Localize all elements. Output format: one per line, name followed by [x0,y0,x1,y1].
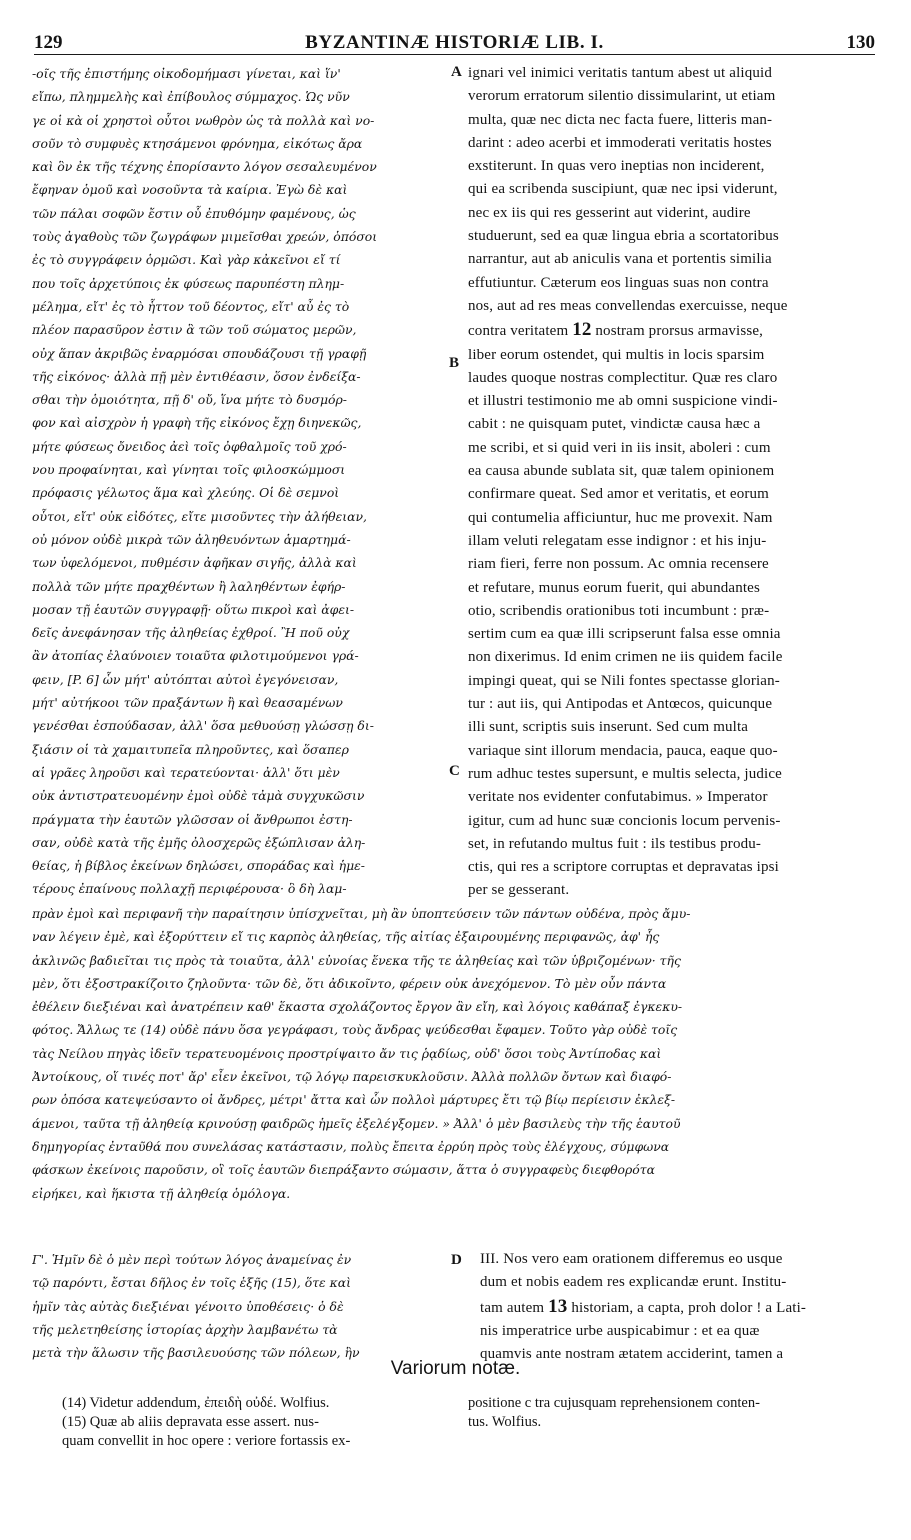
text-line: εἰρήκει, καὶ ἥκιστα τῇ ἀληθείᾳ ὁμόλογα. [32,1185,291,1201]
margin-marker-a: A [451,64,462,80]
text-line: μέλημα, εἴτ' ἐς τὸ ἧττον τοῦ δέοντος, εἴτ' αὖ ἐς τὸ [32,298,350,314]
margin-marker-c: C [449,763,460,779]
text-line: nec ex iis qui res gesserint aut viderint, audire [468,204,751,221]
text-line: ἔφηναν ὁμοῦ καὶ νοσοῦντα τὰ καίρια. Ἐγὼ δὲ καὶ [32,182,348,198]
latin-text-column [468,62,876,903]
text-fragment: historiam, a capta, proh dolor ! a Lati- [571,1299,807,1316]
text-line: πράγματα τὴν ἑαυτῶν γλῶσσαν οἱ ἄνθρωποι ἐστη- [32,811,353,827]
text-fragment: nostram prorsus armavisse, [595,323,764,340]
text-line: των ὑφελόμενοι, πυθμέσιν ἀφῆκαν σιγῆς, ἀλλὰ καὶ [32,555,357,571]
text-line: nos, aut ad res meas convellendas exercuisse, neque [468,297,788,314]
text-line: μήτ' αὐτήκοοι τῶν πραξάντων ἢ καὶ θεασαμένων [32,695,343,711]
text-line [468,318,876,343]
text-line: τῷ παρόντι, ἔσται δῆλος ἐν τοῖς ἑξῆς (15), ὅτε καὶ [32,1275,351,1291]
text-line: ἐθέλειν διεξιέναι καὶ ἀνατρέπειν καθ' ἕκαστα σχολάζοντος ἔργον ἂν εἴη, καὶ λόγοις καθάπαξ ἐγκεκυ- [32,999,683,1015]
text-line: νου προφαίνηται, καὶ γίνηται τοῖς φιλοσκώμμοσι [32,462,346,478]
page-number-right: 130 [846,32,875,53]
text-line: impingi queat, qui se Nili fontes spectasse glorian- [468,672,780,689]
text-line: illi sunt, scriptis suis inserunt. Sed cum multa [468,719,749,736]
text-line: -οῖς τῆς ἐπιστήμης οἰκοδομήμασι γίνεται, καὶ ἵν' [32,66,341,81]
latin-section-3 [480,1248,876,1366]
text-line: σθαι τὴν ὁμοιότητα, πῇ δ' οὔ, ἵνα μήτε τὸ δυσμόρ- [32,392,347,408]
text-line: πρὰν ἐμοὶ καὶ περιφανῆ τὴν παραίτησιν ὑπίσχνεῖται, μὴ ἂν ὑποπτεύσειν τῶν πάντων οὐδένα, πρὸς ἄμυ- [32,906,691,921]
text-line: riam fieri, ferre non possum. Ac omnia recensere [468,556,769,573]
text-line: ignari vel inimici veritatis tantum abest ut aliquid [468,65,772,81]
section-number: 13 [548,1295,568,1317]
notes-left-column [62,1394,468,1451]
text-line: οὐ μόνον οὐδὲ μικρὰ τῶν ἀληθευόντων ἁμαρτημά- [32,531,351,547]
text-line: φάσκων ἐκείνοις παροῦσιν, οἳ τοῖς ἑαυτῶν διεπράξαντο σώμασιν, ἅττα ὁ συγγραφεὺς διεφθορότα [32,1162,655,1178]
text-line: exstiterunt. In quas vero ineptias non inciderent, [468,158,765,175]
text-line: darint : adeo acerbi et immoderati veritatis hostes [468,134,772,151]
text-line: qui contumelia afficiuntur, huc me provexit. Nam [468,509,773,526]
text-line: ἡμῖν τὰς αὐτὰς διεξιέναι γένοιτο ὑποθέσεις· ὁ δὲ [32,1298,344,1314]
notes-heading: Variorum notæ. [390,1358,521,1379]
text-line: et illustri testimonio me ab omni suspicione vindi- [468,393,778,410]
text-line: σοῦν τὸ συμφυὲς κτησάμενοι φρόνημα, εἰκότως ἄρα [32,135,363,151]
text-line: effutiuntur. Cæterum eos linguas suas non contra [468,274,769,291]
greek-section-3 [32,1248,464,1364]
text-line: άμενοι, ταῦτα τῇ ἀληθείᾳ κρινούσῃ φαιδρῶς ἡμεῖς ἐξελέγξομεν. » Ἀλλ' ὁ μὲν βασιλεὺς τὴν τῆς ἑαυτοῦ [32,1115,681,1131]
text-line: multa, quæ nec dicta nec facta fuere, litteris man- [468,111,773,128]
text-line: σαν, οὐδὲ κατὰ τῆς ἐμῆς ὀλοσχερῶς ἐξώπλισαν ἀλη- [32,834,366,850]
text-line: ξιάσιν οἱ τὰ χαμαιτυπεῖα πληροῦντες, καὶ ὅσαπερ [32,741,349,757]
text-line: φότος. Ἄλλως τε (14) οὐδὲ πάνυ ὅσα γεγράφασι, τοὺς ἄνδρας ψεύδεσθαι ἔφαμεν. Τοῦτο γὰρ οὐδὲ τοῖς [32,1022,678,1038]
text-line: nis imperatrice urbe auspicabimur : et ea quæ [480,1322,760,1339]
text-line: otio, scribendis orationibus toti incumbunt : præ- [468,602,770,619]
text-line: tur : aut iis, qui Antipodas et Antœcos, quicunque [468,696,773,713]
text-line: dum et nobis eadem res explicandæ erunt. Institu- [480,1274,787,1291]
text-line: καὶ ὃν ἐκ τῆς τέχνης ἐπορίσαντο λόγον σεσαλευμένον [32,159,377,175]
greek-full-width-paragraph [32,902,878,1205]
text-line: τῆς εἰκόνος· ἀλλὰ πῇ μὲν ἐντιθέασιν, ὅσον ἐνδείξα- [32,368,361,384]
text-line: φον καὶ αἰσχρὸν ἡ γραφὴ τῆς εἰκόνος ἔχῃ διηνεκῶς, [32,415,362,431]
text-line: ναν λέγειν ἐμὲ, καὶ ἐξορύττειν εἴ τις καρπὸς ἀληθείας, τῆς αἰτίας ἐξαιρουμένης περιφανῶς, ἀφ' ἧς [32,929,660,945]
notes-right-column [468,1394,876,1432]
text-line: τῶν πάλαι σοφῶν ἔστιν οὗ ἐπυθόμην φαμένους, ὡς [32,205,356,221]
text-line [480,1295,876,1320]
running-title: BYZANTINÆ HISTORIÆ LIB. I. [305,32,604,53]
text-line: μοσαν τῇ ἑαυτῶν συγγραφῇ· οὕτω πικροὶ καὶ ἀφει- [32,601,355,617]
text-line: veritate nos evidenter confutabimus. » Imperator [468,789,768,806]
text-line: positione c tra cujusquam reprehensionem conten- [468,1395,760,1411]
text-line: τοὺς ἀγαθοὺς τῶν ζωγράφων μιμεῖσθαι χρεών, ὁπόσοι [32,229,378,245]
text-line: set, in refutando multus fuit : ils testibus produ- [468,835,762,852]
text-line: δεῖς ἀνεφάνησαν τῆς ἀληθείας ἐχθροί. Ἢ ποῦ οὐχ [32,625,350,641]
margin-marker-d: D [451,1252,462,1268]
text-line: οὐχ ἅπαν ἀκριβῶς ἐναρμόσαι σπουδάζουσι τῇ γραφῇ [32,345,367,361]
margin-marker-b: B [449,355,460,371]
text-line: ctis, qui res a scriptore corruptas et depravatas ipsi [468,859,779,876]
text-line: me scribi, et si quid veri in iis insit, aboleri : cum [468,439,771,456]
text-line: μήτε φύσεως ὄνειδος ἀεὶ τοῖς ὀφθαλμοῖς τοῦ χρό- [32,438,347,454]
text-line: cabit : ne quisquam putet, vindictæ causa hæc a [468,416,761,433]
text-line: qui ea scribenda suscipiunt, quæ nec ipsi viderunt, [468,181,778,198]
text-line: quam convellit in hoc opere : veriore fortassis ex- [62,1433,351,1449]
text-line: narrantur, aut ab aniculis vana et portentis similia [468,251,772,268]
text-line: illam veluti relegatam esse indignor : et his inju- [468,532,767,549]
text-line: variaque sint illorum mendacia, pauca, eaque quo- [468,742,778,759]
text-line: γε οἱ κὰ οἱ χρηστοὶ οὗτοι νωθρὸν ὡς τὰ πολλὰ καὶ νο- [32,112,375,128]
greek-text-column [32,62,464,901]
text-line: που τοῖς ἀρχετύποις ἐκ φύσεως παρυπέστη πλημ- [32,275,345,291]
text-line: tus. Wolfius. [468,1414,542,1430]
text-line: οὐκ ἀντιστρατευομένην ἐμοὶ οὐδὲ τἀμὰ συγχυκῶσιν [32,788,365,804]
text-line: per se gesserant. [468,882,570,899]
text-line: ἐς τὸ συγγράφειν ὁρμῶσι. Καὶ γὰρ κἀκεῖνοι εἴ τί [32,252,341,268]
text-line: Γ'. Ἡμῖν δὲ ὁ μὲν περὶ τούτων λόγος ἀναμείνας ἐν [32,1252,352,1267]
text-line: πολλὰ τῶν μήτε πραχθέντων ἢ λαληθέντων ἐφήρ- [32,578,346,594]
text-line: μὲν, ὅτι ἐξοστρακίζοιτο ζηλοῦντα· τῶν δὲ, ὅτι ἀδικοῖντο, φέρειν οὐκ ἀνεχόμενον. Τὸ μὲν οὖν πάντα [32,975,667,991]
text-line: πλέον παρασῦρον ἐστιν ἃ τῶν τοῦ σώματος μερῶν, [32,322,357,338]
text-line: Ἀντοίκους, οἵ τινές ποτ' ἄρ' εἶεν ἐκεῖνοι, τῷ λόγῳ παρεισκυκλοῦσιν. Ἀλλὰ πολλῶν ὄντων καὶ διαφό- [32,1069,672,1085]
text-line: verorum erratorum silentio dissimularint, ut etiam [468,88,776,105]
text-line: ρων ὁπόσα κατεψεύσαντο οἱ ἄνδρες, μέτρι' ἄττα καὶ ὧν πολλοὶ μάρτυρες ἔτι τῷ βίῳ περίεισιν ἐκλεξ- [32,1092,676,1108]
text-line: δημηγορίας ἐνταῦθά που συνελάσας κατάστασιν, πολὺς ἔπειτα ἐρρύη πρὸς τοὺς ἐλέγχους, σύμφωνα [32,1138,670,1154]
text-line: confirmare queat. Sed amor et veritatis, et eorum [468,486,769,503]
text-line: φειν, [P. 6] ὧν μήτ' αὐτόπται αὐτοὶ ἐγεγόνεισαν, [32,671,339,687]
text-line: τέρους ἐπαίνους πολλαχῇ περιφέρουσα· ὃ δὴ λαμ- [32,881,347,897]
text-line: πρόφασις γέλωτος ἅμα καὶ χλεύης. Οἱ δὲ σεμνοὶ [32,485,340,501]
text-line: liber eorum ostendet, qui multis in locis sparsim [468,346,765,363]
running-header [34,32,875,55]
section-number: 12 [572,319,592,341]
text-line: laudes quoque nostras complectitur. Quæ res claro [468,369,778,386]
text-line: ea causa abunde sublata sit, quæ talem opinionem [468,463,775,480]
text-line: III. Nos vero eam orationem differemus eo usque [480,1251,783,1267]
text-line: (15) Quæ ab aliis depravata esse assert. nus- [62,1414,319,1430]
text-fragment: contra veritatem [468,323,569,340]
text-line: αἱ γρᾶες ληροῦσι καὶ τερατεύονται· ἀλλ' ὅτι μὲν [32,764,340,780]
text-line: studuerunt, sed ea quæ lingua ebria a scortatoribus [468,228,779,245]
text-line: εἴπω, πλημμελὴς καὶ ἐπίβουλος σύμμαχος. Ὡς νῦν [32,89,350,105]
text-fragment: tam autem [480,1299,545,1316]
text-line: οὗτοι, εἴτ' οὐκ εἰδότες, εἴτε μισοῦντες τὴν ἀλήθειαν, [32,508,367,524]
text-line: et refutare, munus eorum fuerit, qui abundantes [468,579,760,596]
text-line: τῆς μελετηθείσης ἱστορίας ἀρχὴν λαμβανέτω τὰ [32,1321,338,1337]
text-line: τὰς Νείλου πηγὰς ἰδεῖν τερατευομένοις προστρίψαιτο ἄν τις ῥᾳδίως, οὐδ' ὅσοι τοὺς Ἀντίποδας καὶ [32,1045,662,1061]
text-line: (14) Videtur addendum, ἐπειδὴ οὐδέ. Wolfius. [62,1395,330,1411]
text-line: γενέσθαι ἐσπούδασαν, ἀλλ' ὅσα μεθυούσῃ γλώσσῃ δι- [32,718,374,734]
text-line: ἀκλινῶς βαδιεῖται τις πρὸς τὰ τοιαῦτα, ἀλλ' εὐνοίας ἕνεκα τῆς τε ἀληθείας καὶ τῶν ὑβριζομένων· τῆς [32,952,681,968]
text-line: igitur, cum ad hunc suæ concionis locum pervenis- [468,812,781,829]
page-number-left: 129 [34,32,63,53]
text-line: quamvis ante nostram ætatem acciderint, tamen a [480,1346,784,1363]
text-line: ἂν ἀτοπίας ἐλαύνοιεν τοιαῦτα φιλοτιμούμενοι γρά- [32,648,359,664]
text-line: non dixerimus. Id enim crimen ne iis quidem facile [468,649,783,666]
text-line: θείας, ἡ βίβλος ἐκείνων δηλώσει, σποράδας καὶ ἡμε- [32,858,365,874]
text-line: sertim cum ea quæ illi scripserunt falsa esse omnia [468,626,781,643]
text-line: μετὰ τὴν ἅλωσιν τῆς βασιλευούσης τῶν πόλεων, ἣν [32,1345,360,1361]
text-line: rum adhuc testes supersunt, e multis selecta, judice [468,765,782,782]
